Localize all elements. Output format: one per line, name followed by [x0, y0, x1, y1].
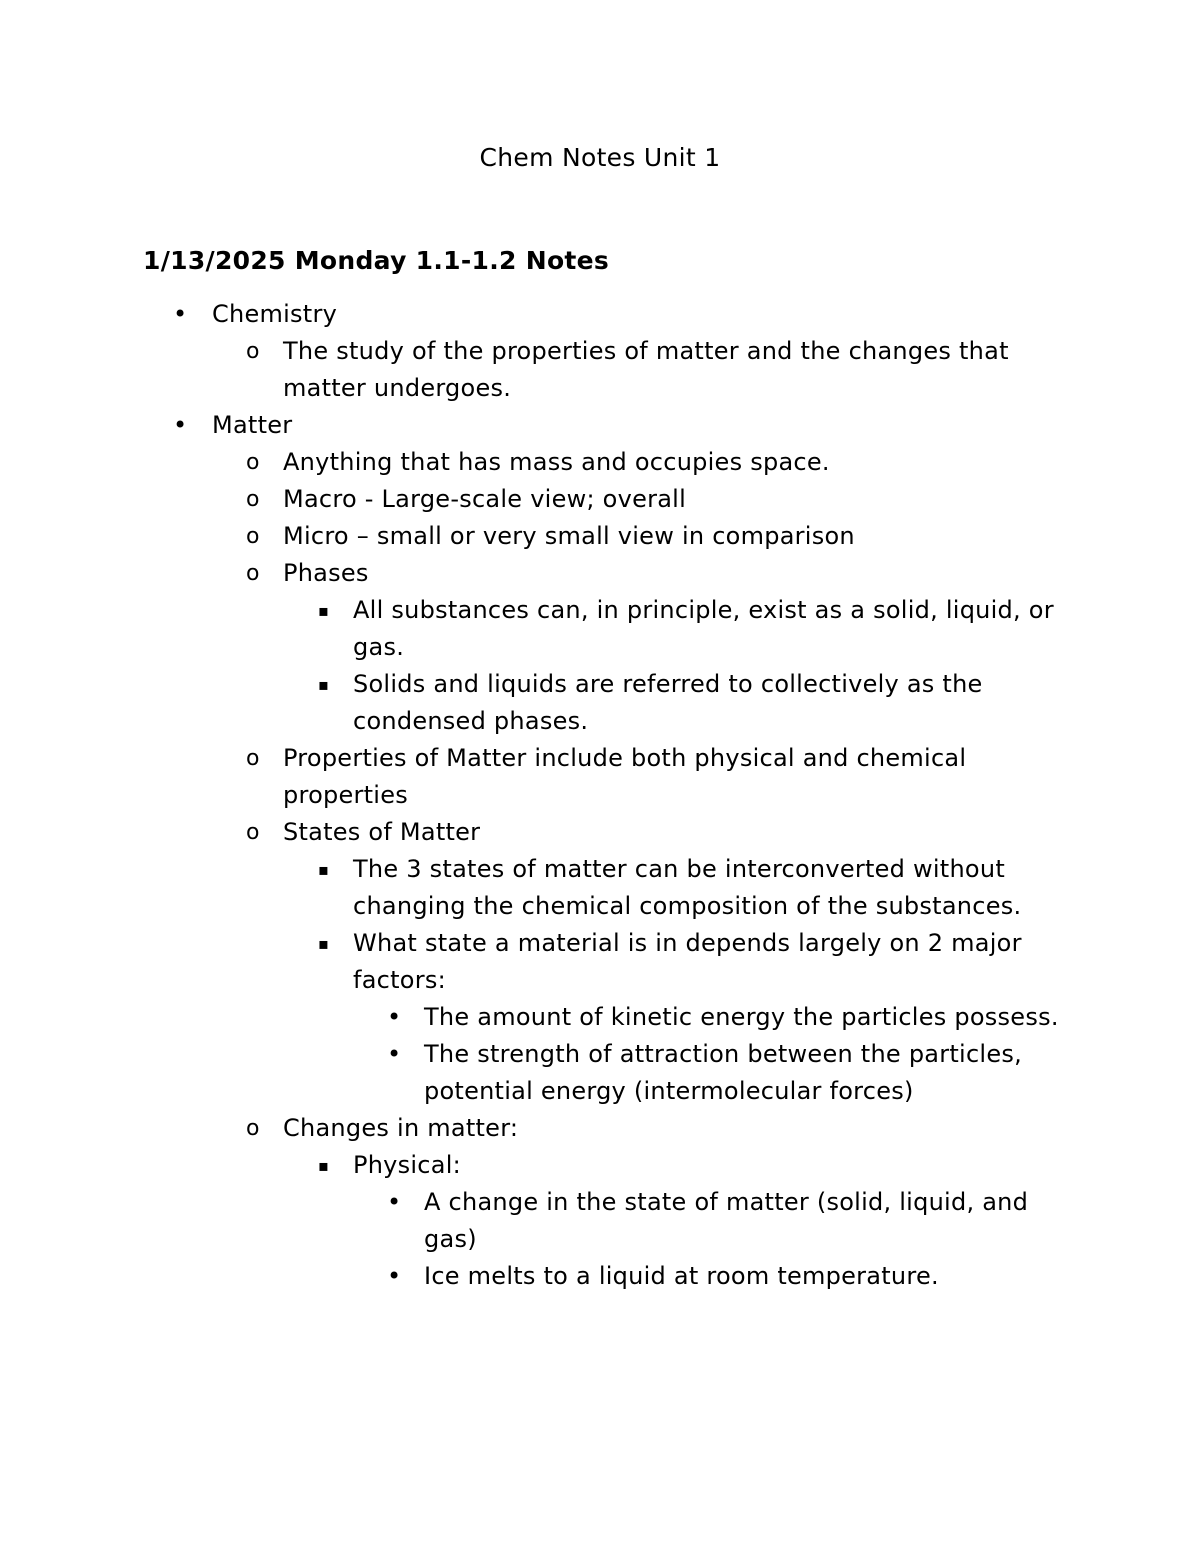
item-text: The amount of kinetic energy the particles possess.: [424, 1003, 1059, 1031]
circle-bullet-icon: o: [246, 339, 260, 364]
item-text: Matter: [212, 411, 293, 439]
square-bullet-icon: ▪: [318, 860, 330, 879]
section-heading: 1/13/2025 Monday 1.1-1.2 Notes: [143, 246, 610, 275]
item-text: The 3 states of matter can be interconverted without changing the chemical composition of the substances.: [353, 855, 1022, 920]
item-text: Anything that has mass and occupies space.: [283, 448, 830, 476]
item-text: States of Matter: [283, 818, 481, 846]
circle-bullet-icon: o: [246, 450, 260, 475]
list-item: [0, 1258, 1200, 1295]
item-text: Physical:: [353, 1151, 461, 1179]
circle-bullet-icon: o: [246, 1116, 260, 1141]
circle-bullet-icon: o: [246, 561, 260, 586]
list-item: [0, 999, 1200, 1036]
list-item: [0, 666, 1200, 740]
square-bullet-icon: ▪: [318, 675, 330, 694]
list-item: [0, 1036, 1200, 1110]
list-item: [0, 592, 1200, 666]
bullet-icon: •: [387, 1262, 402, 1290]
square-bullet-icon: ▪: [318, 1156, 330, 1175]
item-text: The strength of attraction between the particles, potential energy (intermolecular forces): [424, 1040, 1022, 1105]
circle-bullet-icon: o: [246, 524, 260, 549]
item-text: Ice melts to a liquid at room temperature.: [424, 1262, 939, 1290]
list-item: [0, 1147, 1200, 1184]
bullet-icon: •: [387, 1003, 402, 1031]
item-text: Solids and liquids are referred to collectively as the condensed phases.: [353, 670, 983, 735]
item-text: Changes in matter:: [283, 1114, 519, 1142]
list-item: [0, 814, 1200, 851]
page-title: Chem Notes Unit 1: [479, 143, 721, 172]
item-text: A change in the state of matter (solid, liquid, and gas): [424, 1188, 1029, 1253]
list-item: [0, 555, 1200, 592]
bullet-icon: •: [173, 300, 188, 328]
item-text: Phases: [283, 559, 369, 587]
item-text: Micro – small or very small view in comparison: [283, 522, 855, 550]
item-text: Macro - Large-scale view; overall: [283, 485, 686, 513]
item-text: All substances can, in principle, exist as a solid, liquid, or gas.: [353, 596, 1054, 661]
circle-bullet-icon: o: [246, 487, 260, 512]
list-item: [0, 518, 1200, 555]
item-text: Properties of Matter include both physical and chemical properties: [283, 744, 967, 809]
list-item: [0, 1184, 1200, 1258]
bullet-icon: •: [387, 1188, 402, 1216]
list-item: [0, 1110, 1200, 1147]
list-item: [0, 925, 1200, 999]
list-item: [0, 481, 1200, 518]
item-text: Chemistry: [212, 300, 338, 328]
list-item: [0, 296, 1200, 333]
circle-bullet-icon: o: [246, 746, 260, 771]
list-item: [0, 444, 1200, 481]
bullet-icon: •: [173, 411, 188, 439]
circle-bullet-icon: o: [246, 820, 260, 845]
list-item: [0, 333, 1200, 407]
item-text: What state a material is in depends largely on 2 major factors:: [353, 929, 1022, 994]
item-text: The study of the properties of matter and the changes that matter undergoes.: [283, 337, 1009, 402]
list-item: [0, 407, 1200, 444]
square-bullet-icon: ▪: [318, 601, 330, 620]
list-item: [0, 851, 1200, 925]
square-bullet-icon: ▪: [318, 934, 330, 953]
notes-list: [0, 296, 1200, 1295]
bullet-icon: •: [387, 1040, 402, 1068]
list-item: [0, 740, 1200, 814]
